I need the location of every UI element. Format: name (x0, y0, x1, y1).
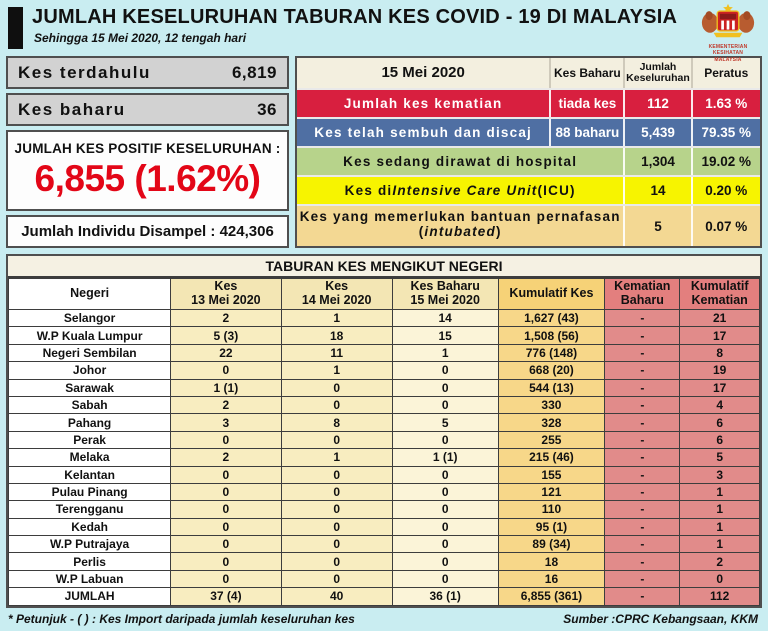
previous-cases-row (6, 56, 289, 89)
state-value-cell: 8 (680, 344, 760, 361)
state-value-cell: 0 (171, 553, 281, 570)
state-value-cell: 6,855 (361) (498, 588, 605, 605)
state-value-cell: 1,627 (43) (498, 310, 605, 327)
status-panel (295, 56, 762, 248)
table-total-row (9, 588, 760, 605)
state-value-cell: 40 (281, 588, 392, 605)
recovered-percent: 79.35 % (691, 119, 760, 146)
state-value-cell: 0 (392, 536, 498, 553)
state-value-cell: 36 (1) (392, 588, 498, 605)
state-value-cell: - (605, 344, 680, 361)
state-value-cell: - (605, 379, 680, 396)
state-name-cell: W.P Labuan (9, 570, 171, 587)
table-row (9, 414, 760, 431)
logo-caption-line1: KEMENTERIAN KESIHATAN (708, 44, 748, 57)
states-header-row (9, 279, 760, 310)
state-value-cell: 0 (171, 483, 281, 500)
state-value-cell: 1 (680, 518, 760, 535)
state-value-cell: 37 (4) (171, 588, 281, 605)
logo-caption-line2: MALAYSIA (714, 56, 742, 63)
state-value-cell: 2 (680, 553, 760, 570)
state-value-cell: 0 (281, 466, 392, 483)
state-value-cell: 112 (680, 588, 760, 605)
state-value-cell: 0 (171, 362, 281, 379)
state-value-cell: 19 (680, 362, 760, 379)
state-value-cell: 668 (20) (498, 362, 605, 379)
table-row (9, 518, 760, 535)
state-value-cell: 0 (392, 362, 498, 379)
previous-cases-value: 6,819 (231, 62, 277, 82)
states-table-section (6, 254, 762, 608)
footer-note: * Petunjuk - ( ) : Kes Import daripada jumlah keseluruhan kes (8, 611, 355, 626)
state-value-cell: 1 (281, 449, 392, 466)
table-row (9, 396, 760, 413)
state-value-cell: 0 (171, 536, 281, 553)
state-name-cell: Kelantan (9, 466, 171, 483)
state-value-cell: 0 (281, 483, 392, 500)
page-subtitle: Sehingga 15 Mei 2020, 12 tengah hari (34, 31, 247, 45)
state-value-cell: 5 (3) (171, 327, 281, 344)
state-value-cell: - (605, 588, 680, 605)
state-value-cell: 215 (46) (498, 449, 605, 466)
intubated-label: Kes yang memerlukan bantuan pernafasan (intubated) (299, 209, 621, 239)
state-value-cell: - (605, 414, 680, 431)
state-value-cell: 8 (281, 414, 392, 431)
table-row (9, 344, 760, 361)
table-row (9, 362, 760, 379)
state-value-cell: - (605, 483, 680, 500)
state-value-cell: 0 (281, 431, 392, 448)
status-row-icu (297, 175, 760, 204)
state-name-cell: Sabah (9, 396, 171, 413)
state-value-cell: 1 (281, 362, 392, 379)
state-name-cell: JUMLAH (9, 588, 171, 605)
deaths-label: Jumlah kes kematian (343, 96, 503, 111)
title-accent-bar (8, 7, 23, 49)
individuals-sampled-value: 424,306 (219, 223, 274, 240)
state-value-cell: 0 (680, 570, 760, 587)
state-value-cell: 2 (171, 310, 281, 327)
state-value-cell: 0 (171, 518, 281, 535)
table-row (9, 310, 760, 327)
table-row (9, 449, 760, 466)
deaths-new: tiada kes (549, 90, 623, 117)
state-value-cell: 0 (281, 553, 392, 570)
footer (0, 608, 768, 626)
state-value-cell: 1 (392, 344, 498, 361)
state-value-cell: 544 (13) (498, 379, 605, 396)
total-positive-value: 6,855 (1.62%) (34, 158, 261, 199)
state-value-cell: 1 (1) (392, 449, 498, 466)
state-name-cell: Pulau Pinang (9, 483, 171, 500)
state-value-cell: 0 (392, 379, 498, 396)
state-value-cell: 110 (498, 501, 605, 518)
state-value-cell: 0 (392, 466, 498, 483)
state-value-cell: 0 (171, 570, 281, 587)
state-value-cell: 0 (281, 570, 392, 587)
summary-section (0, 56, 768, 248)
footer-source: Sumber :CPRC Kebangsaan, KKM (563, 611, 758, 626)
table-row (9, 431, 760, 448)
col-kes-baharu-15mei: Kes Baharu 15 Mei 2020 (392, 279, 498, 310)
header (0, 0, 768, 63)
state-value-cell: 17 (680, 379, 760, 396)
individuals-sampled-box (6, 215, 289, 248)
state-name-cell: Perlis (9, 553, 171, 570)
col-kumulatif-kes: Kumulatif Kes (498, 279, 605, 310)
state-value-cell: 0 (281, 396, 392, 413)
status-row-deaths (297, 88, 760, 117)
hospitalised-total: 1,304 (623, 148, 690, 175)
col-kes-13mei: Kes 13 Mei 2020 (171, 279, 281, 310)
state-value-cell: 1,508 (56) (498, 327, 605, 344)
state-value-cell: 0 (281, 379, 392, 396)
state-name-cell: W.P Kuala Lumpur (9, 327, 171, 344)
total-positive-box (6, 130, 289, 211)
recovered-new: 88 baharu (549, 119, 623, 146)
state-value-cell: 18 (281, 327, 392, 344)
state-value-cell: 5 (680, 449, 760, 466)
state-value-cell: - (605, 327, 680, 344)
state-value-cell: 0 (392, 570, 498, 587)
state-value-cell: 89 (34) (498, 536, 605, 553)
coat-of-arms-icon (701, 3, 755, 39)
state-value-cell: 2 (171, 449, 281, 466)
new-cases-label: Kes baharu (18, 99, 126, 119)
state-value-cell: 1 (680, 501, 760, 518)
state-name-cell: Selangor (9, 310, 171, 327)
new-cases-value: 36 (257, 99, 277, 119)
state-value-cell: 4 (680, 396, 760, 413)
total-positive-label: JUMLAH KES POSITIF KESELURUHAN : (14, 141, 281, 156)
state-name-cell: Kedah (9, 518, 171, 535)
state-value-cell: - (605, 518, 680, 535)
state-name-cell: Melaka (9, 449, 171, 466)
intubated-percent: 0.07 % (691, 206, 760, 246)
state-value-cell: 1 (680, 483, 760, 500)
state-value-cell: 0 (281, 501, 392, 518)
state-value-cell: - (605, 396, 680, 413)
state-value-cell: 328 (498, 414, 605, 431)
states-table (8, 278, 760, 606)
state-value-cell: 1 (281, 310, 392, 327)
state-value-cell: 15 (392, 327, 498, 344)
state-value-cell: - (605, 466, 680, 483)
status-row-intubated (297, 204, 760, 246)
state-value-cell: 155 (498, 466, 605, 483)
state-value-cell: 0 (392, 501, 498, 518)
state-value-cell: 21 (680, 310, 760, 327)
state-value-cell: 22 (171, 344, 281, 361)
col-header-jumlah-keseluruhan: Jumlah Keseluruhan (623, 58, 690, 88)
totals-panel (6, 56, 289, 248)
state-value-cell: 14 (392, 310, 498, 327)
state-value-cell: 6 (680, 414, 760, 431)
new-cases-row (6, 93, 289, 126)
page-title: JUMLAH KESELURUHAN TABURAN KES COVID - 19 DI MALAYSIA (32, 6, 678, 28)
table-row (9, 483, 760, 500)
state-value-cell: 0 (392, 553, 498, 570)
state-value-cell: 330 (498, 396, 605, 413)
state-value-cell: 11 (281, 344, 392, 361)
status-row-recovered (297, 117, 760, 146)
table-row (9, 536, 760, 553)
state-value-cell: 16 (498, 570, 605, 587)
state-value-cell: 0 (392, 518, 498, 535)
state-value-cell: 0 (171, 501, 281, 518)
state-name-cell: Johor (9, 362, 171, 379)
state-value-cell: 0 (392, 483, 498, 500)
states-table-body (9, 310, 760, 606)
col-header-kes-baharu: Kes Baharu (549, 58, 623, 88)
state-value-cell: 3 (680, 466, 760, 483)
table-row (9, 553, 760, 570)
status-header-row (297, 58, 760, 88)
icu-percent: 0.20 % (691, 177, 760, 204)
states-table-title: TABURAN KES MENGIKUT NEGERI (8, 256, 760, 278)
state-name-cell: Sarawak (9, 379, 171, 396)
state-value-cell: 5 (392, 414, 498, 431)
intubated-total: 5 (623, 206, 690, 246)
col-kematian-baharu: Kematian Baharu (605, 279, 680, 310)
table-row (9, 501, 760, 518)
state-value-cell: - (605, 501, 680, 518)
state-value-cell: 95 (1) (498, 518, 605, 535)
state-name-cell: W.P Putrajaya (9, 536, 171, 553)
state-value-cell: 0 (171, 466, 281, 483)
status-row-hospitalised (297, 146, 760, 175)
state-value-cell: 0 (171, 431, 281, 448)
individuals-sampled-label: Jumlah Individu Disampel : (21, 223, 216, 240)
state-value-cell: 0 (281, 518, 392, 535)
col-negeri: Negeri (9, 279, 171, 310)
state-value-cell: 2 (171, 396, 281, 413)
state-value-cell: 6 (680, 431, 760, 448)
previous-cases-label: Kes terdahulu (18, 62, 151, 82)
state-value-cell: - (605, 310, 680, 327)
state-name-cell: Terengganu (9, 501, 171, 518)
state-value-cell: 3 (171, 414, 281, 431)
state-value-cell: 121 (498, 483, 605, 500)
state-value-cell: - (605, 362, 680, 379)
icu-label: Kes di Intensive Care Unit (ICU) (344, 183, 576, 198)
state-value-cell: - (605, 553, 680, 570)
state-value-cell: 18 (498, 553, 605, 570)
recovered-total: 5,439 (623, 119, 690, 146)
state-name-cell: Perak (9, 431, 171, 448)
states-table-head (9, 279, 760, 310)
state-value-cell: 0 (281, 536, 392, 553)
status-date-header: 15 Mei 2020 (381, 64, 465, 82)
state-value-cell: 17 (680, 327, 760, 344)
state-value-cell: 255 (498, 431, 605, 448)
hospitalised-percent: 19.02 % (691, 148, 760, 175)
table-row (9, 379, 760, 396)
table-row (9, 327, 760, 344)
state-value-cell: 0 (392, 396, 498, 413)
state-name-cell: Negeri Sembilan (9, 344, 171, 361)
state-value-cell: - (605, 431, 680, 448)
table-row (9, 570, 760, 587)
table-row (9, 466, 760, 483)
recovered-label: Kes telah sembuh dan discaj (314, 125, 533, 140)
deaths-percent: 1.63 % (691, 90, 760, 117)
state-value-cell: 1 (680, 536, 760, 553)
icu-total: 14 (623, 177, 690, 204)
state-name-cell: Pahang (9, 414, 171, 431)
deaths-total: 112 (623, 90, 690, 117)
col-kes-14mei: Kes 14 Mei 2020 (281, 279, 392, 310)
state-value-cell: - (605, 449, 680, 466)
state-value-cell: - (605, 570, 680, 587)
state-value-cell: 776 (148) (498, 344, 605, 361)
hospitalised-label: Kes sedang dirawat di hospital (343, 154, 578, 169)
state-value-cell: 1 (1) (171, 379, 281, 396)
col-header-peratus: Peratus (691, 58, 760, 88)
moh-malaysia-logo (698, 3, 758, 63)
state-value-cell: - (605, 536, 680, 553)
col-kumulatif-kematian: Kumulatif Kematian (680, 279, 760, 310)
state-value-cell: 0 (392, 431, 498, 448)
